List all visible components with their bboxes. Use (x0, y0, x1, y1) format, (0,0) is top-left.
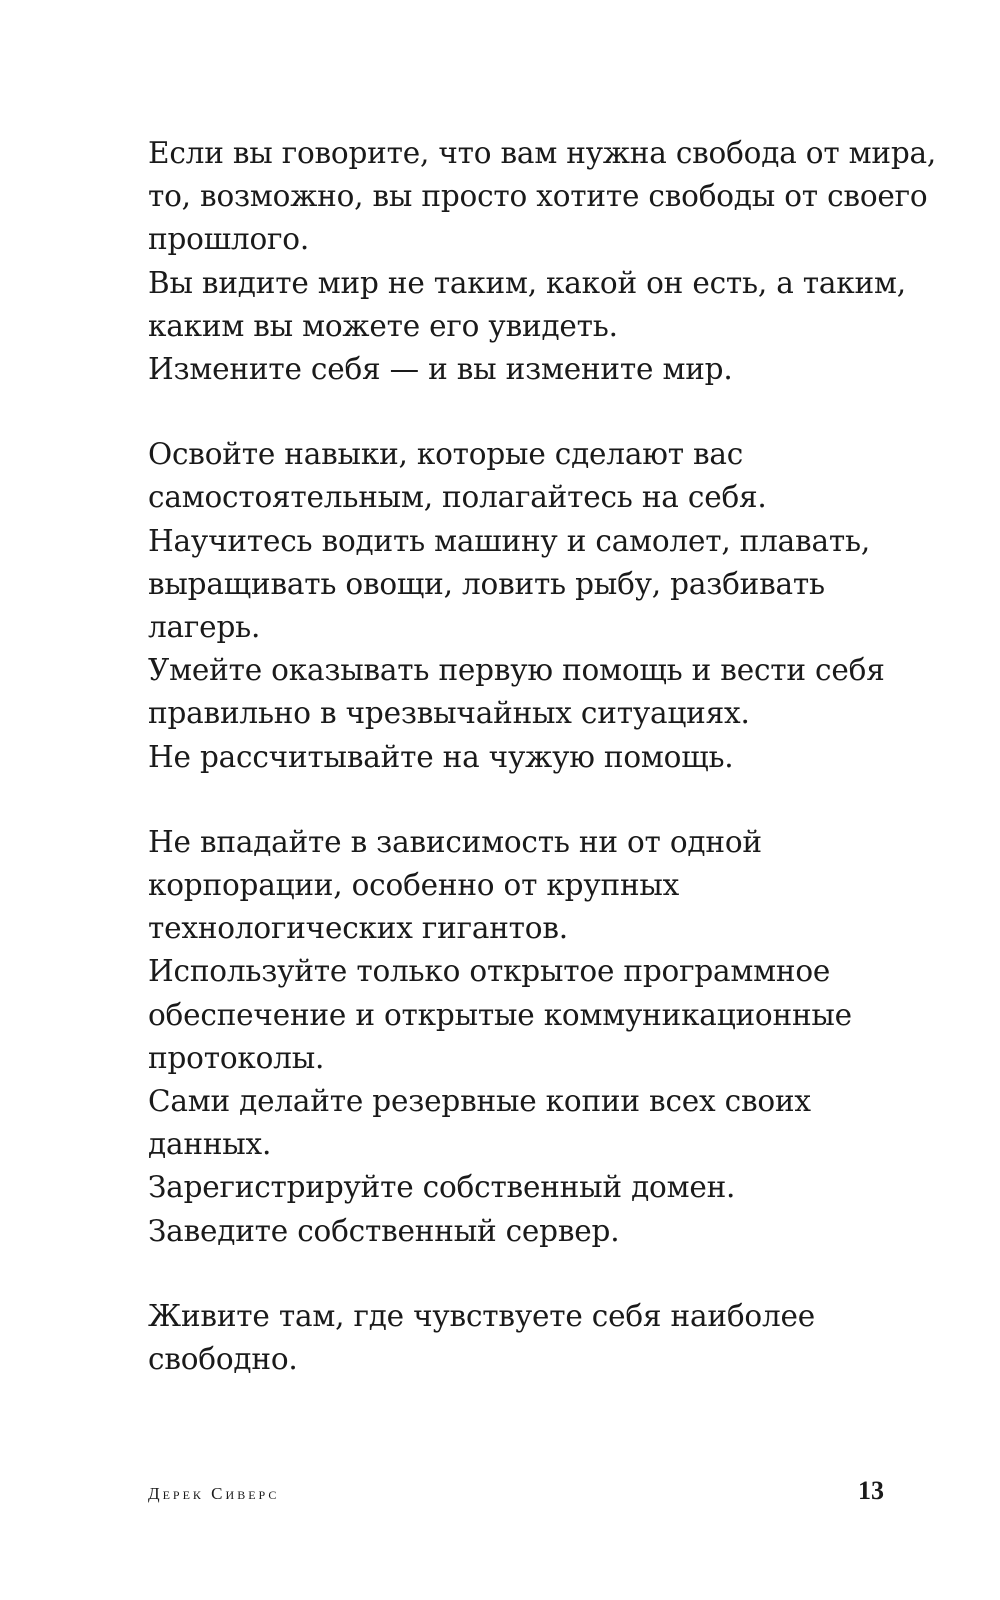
text-line: самостоятельным, полагайтесь на себя. (148, 480, 767, 515)
running-footer-author: Дерек Сиверс (148, 1484, 280, 1503)
paragraph-1 (148, 132, 937, 391)
body-text (148, 132, 937, 1423)
text-line: Не рассчитывайте на чужую помощь. (148, 739, 734, 774)
page-number: 13 (858, 1476, 884, 1505)
paragraph-2 (148, 433, 908, 779)
text-line: Освойте навыки, которые сделают вас (148, 437, 744, 472)
text-line: протоколы. (148, 1040, 325, 1075)
text-line: данных. (148, 1127, 272, 1162)
text-line: Живите там, где чувствуете себя наиболее (148, 1298, 815, 1333)
text-line: технологических гигантов. (148, 911, 568, 946)
text-line: обеспечение и открытые коммуникационные (148, 997, 852, 1032)
text-line: свободно. (148, 1342, 298, 1377)
text-line: корпорации, особенно от крупных (148, 868, 680, 903)
text-line: каким вы можете его увидеть. (148, 308, 618, 343)
text-line: Измените себя — и вы измените мир. (148, 352, 733, 387)
text-line: прошлого. (148, 222, 310, 257)
text-line: Не впадайте в зависимость ни от одной (148, 824, 762, 859)
text-line: Научитесь водить машину и самолет, плавать, (148, 523, 871, 558)
text-line: Сами делайте резервные копии всех своих (148, 1084, 811, 1119)
text-line: Зарегистрируйте собственный домен. (148, 1170, 736, 1205)
text-line: Если вы говорите, что вам нужна свобода от мира, (148, 136, 937, 170)
text-line: правильно в чрезвычайных ситуациях. (148, 696, 750, 731)
text-line: Вы видите мир не таким, какой он есть, а таким, (148, 265, 906, 300)
text-line: лагерь. (148, 610, 261, 645)
paragraph-3 (148, 821, 908, 1253)
text-line: Используйте только открытое программное (148, 954, 831, 989)
text-line: то, возможно, вы просто хотите свободы от своего (148, 179, 928, 214)
paragraph-4 (148, 1295, 908, 1381)
text-line: Заведите собственный сервер. (148, 1213, 620, 1248)
text-line: Умейте оказывать первую помощь и вести себя (148, 653, 885, 688)
text-line: выращивать овощи, ловить рыбу, разбивать (148, 566, 825, 601)
